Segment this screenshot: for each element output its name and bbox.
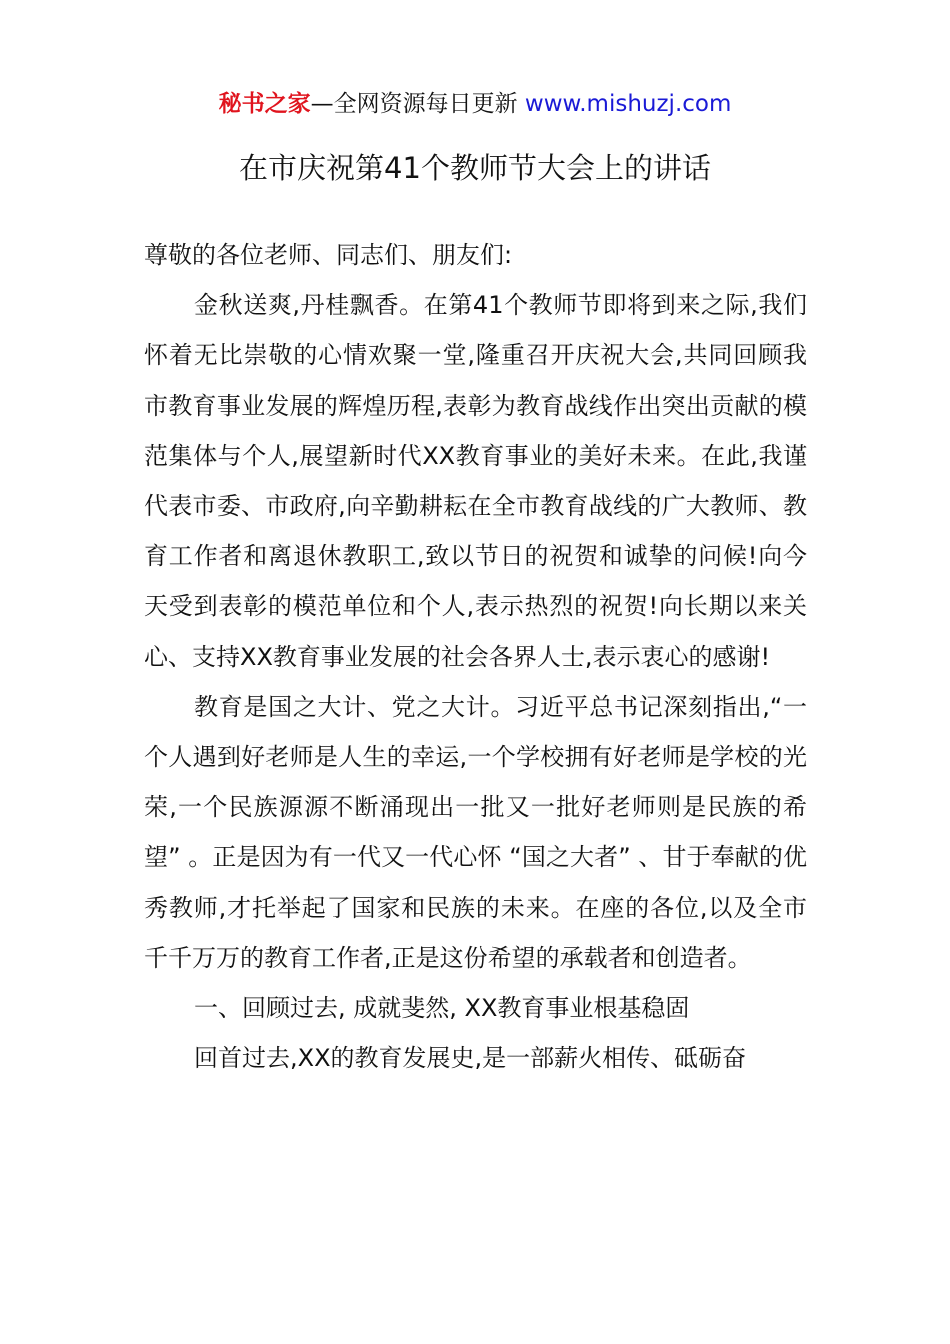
section-heading: 一、回顾过去, 成就斐然, XX教育事业根基稳固 [194,994,690,1023]
brand-name: 秘书之家 [218,91,311,117]
salutation: 尊敬的各位老师、同志们、朋友们: [144,241,513,269]
paragraph-education: 教育是国之大计、党之大计。习近平总书记深刻指出,“一个人遇到好老师是人生的幸运,一个学校拥有好老师是学校的光荣,一个民族源源不断涌现出一批又一批好老师则是民族的希望” 。正是因为有一代又一代心怀 “国之大者” 、甘于奉献的优秀教师,才托举起了国家和民族的未来。在座的各位,以及全市千千万万的教育工作者,正是这份希望的承载者和创造者。 [144,692,807,972]
header-tagline: —全网资源每日更新 [310,91,525,117]
document-body [144,230,807,1083]
site-url-link[interactable]: www.mishuzj.com [524,91,732,117]
document-title: 在市庆祝第41个教师节大会上的讲话 [239,151,711,185]
paragraph-intro: 金秋送爽,丹桂飘香。在第41个教师节即将到来之际,我们怀着无比崇敬的心情欢聚一堂,隆重召开庆祝大会,共同回顾我市教育事业发展的辉煌历程,表彰为教育战线作出突出贡献的模范集体与个人,展望新时代XX教育事业的美好未来。在此,我谨代表市委、市政府,向辛勤耕耘在全市教育战线的广大教师、教育工作者和离退休教职工,致以节日的祝贺和诚挚的问候!向今天受到表彰的模范单位和个人,表示热烈的祝贺!向长期以来关心、支持XX教育事业发展的社会各界人士,表示衷心的感谢! [144,291,807,671]
site-header [0,86,950,122]
paragraph-review: 回首过去,XX的教育发展史,是一部薪火相传、砥砺奋 [194,1044,747,1073]
